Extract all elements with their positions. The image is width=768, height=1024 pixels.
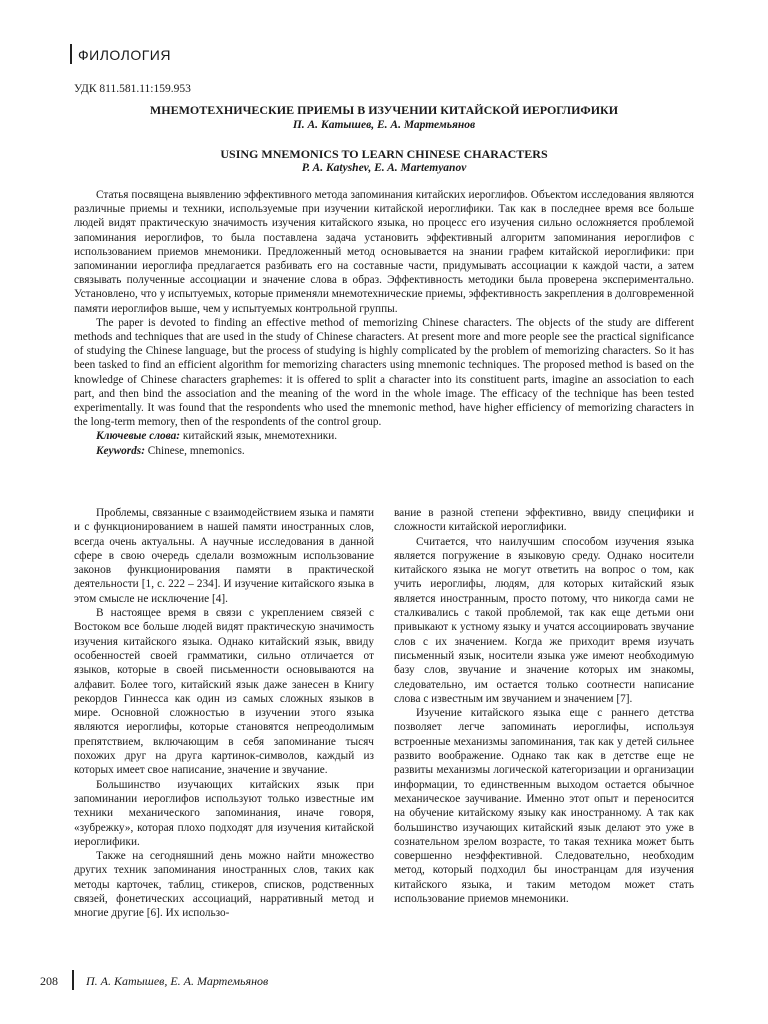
authors-english: P. A. Katyshev, E. A. Martemyanov	[301, 162, 467, 174]
keywords-ru-value: китайский язык, мнемотехники.	[182, 430, 338, 443]
keywords-ru-label: Ключевые слова:	[96, 430, 181, 443]
abstract-russian: Статья посвящена выявлению эффективного метода запоминания китайских иероглифов. Объектом исследования являются различные приемы и техники, используемые при изучении китайской иероглифики. Так как в последнее время все больше людей видят практическую значимость изучения китайского языка, но процесс его изучения сильно осложняется проблемой запоминания иероглифов, то была поставлена задача установить эффективный алгоритм запоминания иероглифов с использованием приемов мнемоники. Предложенный метод основывается на знании графем китайской иероглифики: при запоминании иероглифа предлагается разбивать его на составные части, придумывать ассоциации к каждой части, а затем связывать полученные ассоциации и значение слова в образ. Эффективность методики была проверена экспериментально. Установлено, что у испытуемых, которые применяли мнемотехнические приемы, эффективность закрепления в долговременной памяти иероглифов выше, чем у испытуемых контрольной группы.	[74, 189, 694, 315]
body-column-right	[394, 506, 694, 906]
body-column-left	[74, 506, 374, 921]
abstract-english: The paper is devoted to finding an effective method of memorizing Chinese characters. The objects of the study are different methods and techniques that are used in the study of Chinese characters. At present more and more people see the practical significance of studying the Chinese language, but the process of studying is highly complicated by the problem of memorizing characters. So it has been tasked to find an efficient algorithm for memorizing characters using mnemonic techniques. The proposed method is based on the knowledge of Chinese characters graphemes: it is offered to split a character into its constituent parts, imagine an association to each part, and then bind the association and the meaning of the word in the whole image. The efficacy of the technique has been tested experimentally. It was found that the respondents who used the mnemonic method, have higher efficiency of memorizing characters in the long-term memory, then of the respondents of the control group.	[74, 316, 694, 429]
authors-russian: П. А. Катышев, Е. А. Мартемьянов	[292, 119, 476, 131]
keywords-en-value: Chinese, mnemonics.	[147, 444, 245, 457]
udc-code: УДК 811.581.11:159.953	[74, 83, 191, 95]
page-footer	[40, 970, 268, 990]
paragraph-continued: вание в разной степени эффективно, ввиду специфики и сложности китайской иероглифики.	[394, 507, 694, 534]
page-number: 208	[40, 974, 58, 988]
paragraph: Считается, что наилучшим способом изучения языка является погружение в языковую среду. Однако носители китайского языка не могут ответить на вопрос о том, как учить иероглифы, людям, для которых китайский язык является иностранным, просто потому, что никогда сами не сталкивались с такой проблемой, так как еще детьми они привыкают к устному языку и учатся ассоциировать звучание слов с их значением. Когда же приходит время изучать письменный язык, носители языка уже имеют необходимую базу слов, звучание и значение которых им знакомы, следовательно, им остается только соотнести написание слова с известным им звучанием и значением [7].	[394, 535, 694, 705]
paragraph: Изучение китайского языка еще с раннего детства позволяет легче запоминать иероглифы, используя встроенные механизмы запоминания, так как у детей сильнее развито воображение. Однако так как в детстве еще не развиты механизмы логической категоризации и организации информации, то единственным выходом остается обычное механическое заучивание. Именно этот опыт и переносится на обучение китайскому языку как иностранному. А так как большинство изучающих китайский язык делают это уже в сознательном зрелом возрасте, то такая техника может быть совершенно неэффективной. Следовательно, необходим метод, который подходил бы иностранцам для изучения китайского языка, и таким методом может стать использование приемов мнемоники.	[394, 707, 694, 906]
footer-authors: П. А. Катышев, Е. А. Мартемьянов	[86, 974, 269, 988]
abstract	[74, 188, 694, 458]
paragraph: Также на сегодняшний день можно найти множество других техник запоминания иностранных слов, таких как методы карточек, таблиц, стикеров, списков, родственных связей, фонетических ассоциаций, нарративный метод и многие другие [6]. Их использо-	[74, 850, 374, 920]
title-russian: МНЕМОТЕХНИЧЕСКИЕ ПРИЕМЫ В ИЗУЧЕНИИ КИТАЙСКОЙ ИЕРОГЛИФИКИ	[149, 103, 619, 117]
footer-divider	[72, 970, 74, 990]
paragraph: В настоящее время в связи с укреплением связей с Востоком все больше людей видят практическую значимость изучения китайского языка. Однако китайский язык, ввиду особенностей своей грамматики, сильно отличается от языков, которые в своей письменности основываются на алфавит. Более того, китайский язык даже занесен в Книгу рекордов Гиннесса как один из самых сложных языков в мире. Основной сложностью в изучении этого языка являются иероглифы, которые становятся непреодолимым препятствием, включающим в себя запоминание тысяч похожих друг на друга картинок-символов, каждый из которых имеет свое написание, значение и звучание.	[74, 607, 374, 777]
section-title: ФИЛОЛОГИЯ	[78, 47, 171, 63]
keywords-russian	[74, 429, 694, 443]
section-header	[70, 44, 171, 64]
title-english: USING MNEMONICS TO LEARN CHINESE CHARACTERS	[220, 147, 548, 161]
keywords-en-label: Keywords:	[96, 444, 145, 457]
paragraph: Проблемы, связанные с взаимодействием языка и памяти и с функционированием в нашей памяти иностранных слов, всегда очень актуальны. А научные исследования в данной сфере в свою очередь сделали возможным использование законов функционирования памяти в практической деятельности [1, с. 222 – 234]. И изучение китайского языка в этом смысле не исключение [4].	[74, 507, 374, 605]
header-divider	[70, 44, 72, 64]
paragraph: Большинство изучающих китайских язык при запоминании иероглифов используют только известные им техники механического запоминания, иначе говоря, «зубрежку», которая плохо подходят для изучения китайской иероглифики.	[74, 778, 374, 848]
keywords-english	[74, 444, 694, 458]
